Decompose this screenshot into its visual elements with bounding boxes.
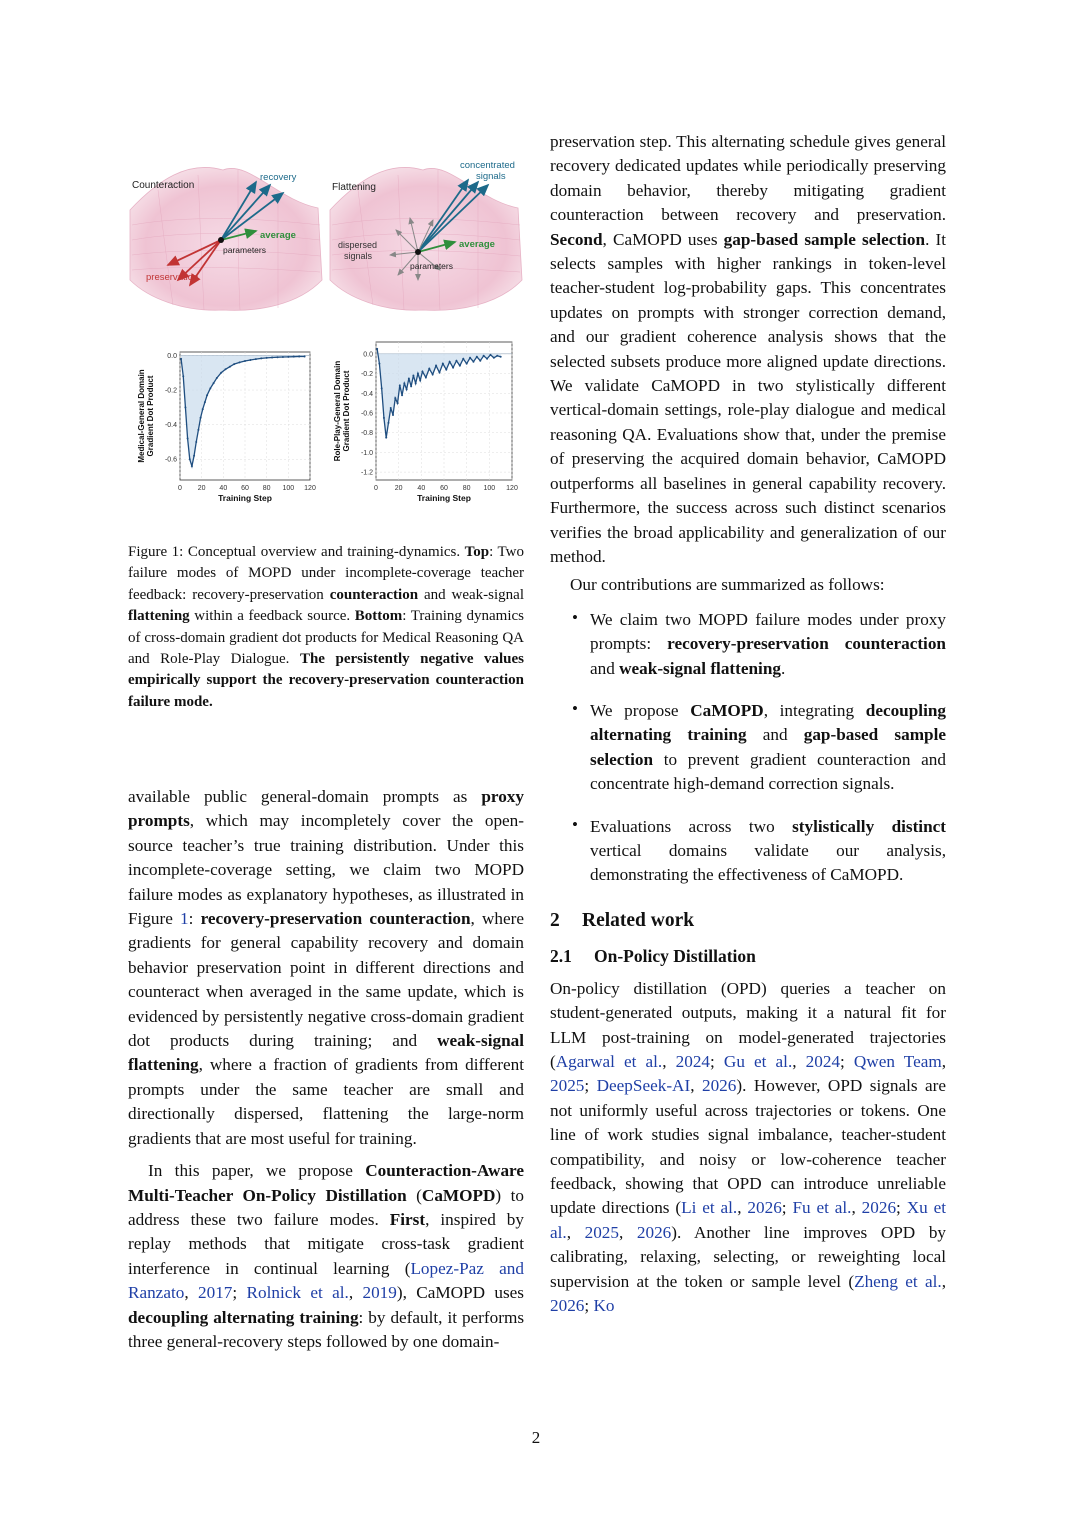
- data-point: [399, 384, 401, 386]
- data-point: [496, 355, 498, 357]
- x-tick-label: 0: [374, 485, 378, 492]
- data-point: [378, 363, 380, 365]
- y-tick-label: -0.8: [360, 430, 373, 438]
- data-point: [432, 374, 434, 376]
- right-column-text: [550, 130, 946, 1318]
- data-point: [472, 361, 474, 363]
- average-label: average: [260, 230, 296, 241]
- section-heading: 2 Related work: [550, 909, 695, 931]
- data-point: [415, 382, 417, 384]
- caption-label: Figure 1: Conceptual overview and training-dynamics.: [128, 544, 461, 560]
- preservation-label: preservation: [146, 272, 199, 283]
- list-item: • We propose CaMOPD, integrating decoupling alternating training and gap-based sample selection to prevent gradient counteraction and concentrate high-demand correction signals.: [550, 699, 946, 797]
- data-point: [202, 408, 204, 410]
- figure-ref-link[interactable]: 1: [180, 909, 189, 929]
- data-point: [229, 366, 231, 368]
- data-point: [417, 373, 419, 375]
- data-point: [381, 387, 383, 389]
- citation-link[interactable]: 2024: [805, 1052, 841, 1071]
- citation-link[interactable]: Zheng et al.: [854, 1271, 942, 1291]
- data-point: [403, 382, 405, 384]
- citation-link[interactable]: 2017: [198, 1283, 233, 1303]
- x-axis-label: Training Step: [218, 493, 272, 503]
- y-tick-label: -0.6: [360, 410, 373, 418]
- data-point: [419, 379, 421, 381]
- x-tick-label: 80: [262, 485, 271, 492]
- y-tick-label: -0.4: [164, 422, 177, 430]
- flattening-panel: [330, 160, 522, 310]
- caption-bold: counteraction: [329, 586, 419, 603]
- paragraph: On-policy distillation (OPD) queries a teacher on student-generated outputs, making it a natural fit for LLM post-training on model-generated trajectories (Agarwal et al., 2024; Gu et al., 2024; Qwen Team, 2025; DeepSeek-AI, 2026). However, OPD signals are not uniformly useful across trajectories or tokens. One line of work studies signal imbalance, teacher-student compatibility, and noisy or low-coherence teacher feedback, showing that OPD can introduce unreliable update directions (Li et al., 2026; Fu et al., 2026; Xu et al., 2025, 2026). Another line improves OPD by calibrating, relaxing, selecting, or reweighting local supervision at the token or sample level (Zheng et al., 2026; Ko: [550, 978, 947, 1316]
- data-point: [197, 429, 199, 431]
- data-point: [428, 368, 430, 370]
- citation-link[interactable]: 2026: [747, 1198, 782, 1218]
- data-point: [466, 363, 468, 365]
- data-point: [489, 354, 491, 356]
- x-tick-label: 100: [483, 485, 496, 492]
- concentrated-label: signals: [476, 171, 506, 182]
- x-tick-label: 0: [178, 485, 182, 492]
- x-tick-label: 120: [506, 485, 518, 492]
- figure-1: [128, 130, 524, 530]
- data-point: [239, 361, 241, 363]
- data-point: [277, 356, 279, 358]
- citation-link[interactable]: Fu et al.: [792, 1198, 852, 1218]
- citation-link[interactable]: 2019: [362, 1283, 397, 1303]
- x-tick-label: 60: [440, 485, 448, 492]
- data-point: [486, 358, 488, 360]
- data-point: [392, 414, 394, 416]
- data-point: [180, 358, 182, 360]
- data-point: [410, 385, 412, 387]
- data-point: [462, 358, 464, 360]
- data-point: [193, 455, 195, 457]
- paragraph: available public general-domain prompts as proxy prompts, which may incompletely cover the open-source teacher’s true training distribution. Under this incomplete-coverage setting, we claim two MOPD failure modes as explanatory hypotheses, as illustrated in Figure 1: recovery-preservation counteraction, where gradients for general capability recovery and domain behavior preservation point in different directions and counteract when averaged in the same update, which is evidenced by persistently negative cross-domain gradient dot products during training; and weak-signal flattening, where a fraction of gradients from different prompts under the same teacher are small and directionally dispersed, flattening the large-norm gradients that are most useful for training.: [128, 787, 524, 1148]
- data-point: [293, 356, 295, 358]
- data-point: [233, 363, 235, 365]
- x-tick-label: 100: [282, 485, 295, 492]
- data-point: [200, 417, 202, 419]
- data-point: [209, 387, 211, 389]
- x-tick-label: 80: [462, 485, 471, 492]
- citation-link[interactable]: 2025: [584, 1222, 619, 1242]
- data-point: [266, 357, 268, 359]
- data-point: [459, 365, 461, 367]
- citation-link[interactable]: 2026: [550, 1296, 585, 1316]
- data-point: [255, 358, 257, 360]
- data-point: [260, 357, 262, 359]
- data-point: [406, 388, 408, 390]
- data-point: [249, 359, 251, 361]
- x-tick-label: 120: [304, 485, 316, 492]
- data-point: [397, 402, 399, 404]
- y-axis-label: Gradient Dot Product: [342, 370, 351, 452]
- data-point: [412, 375, 414, 377]
- data-point: [213, 382, 215, 384]
- parameters-label: parameters: [223, 245, 266, 255]
- recovery-label: recovery: [260, 172, 297, 183]
- x-tick-label: 40: [219, 485, 228, 492]
- data-point: [445, 369, 447, 371]
- data-point: [191, 465, 193, 467]
- citation-link[interactable]: Rolnick et al.: [246, 1283, 349, 1303]
- data-point: [425, 376, 427, 378]
- figure-caption: [128, 542, 524, 713]
- caption-bold: flattening: [128, 608, 190, 625]
- data-point: [187, 437, 189, 439]
- data-point: [479, 360, 481, 362]
- flattening-title: Flattening: [332, 182, 376, 193]
- y-axis-label: Gradient Dot Product: [146, 375, 155, 457]
- y-axis-label: Role-Play-General Domain: [333, 360, 342, 462]
- data-point: [271, 357, 273, 359]
- left-column-text: [128, 785, 524, 1354]
- data-point: [452, 367, 454, 369]
- y-tick-label: -0.2: [164, 387, 177, 395]
- caption-text: : Training dynamics of cross-domain gradient dot products for Medical Reasoning QA and Role-Play Dialogue.: [128, 608, 524, 668]
- caption-text: : Two failure modes of MOPD under incomplete-coverage teacher feedback: recovery-preservation: [128, 544, 525, 603]
- paragraph: In this paper, we propose Counteraction-Aware Multi-Teacher On-Policy Distillation (CaMOPD) to address these two failure modes. First, inspired by replay methods that mitigate cross-task gradient interference in continual learning (Lopez-Paz and Ranzato, 2017; Rolnick et al., 2019), CaMOPD uses decoupling alternating training: by default, it performs three general-recovery steps followed by one domain-: [128, 1161, 525, 1351]
- data-point: [189, 458, 191, 460]
- data-point: [298, 355, 300, 357]
- citation-link[interactable]: Ko: [593, 1296, 615, 1316]
- page-number: 2: [531, 1428, 541, 1447]
- data-point: [421, 371, 423, 373]
- citation-link[interactable]: 2025: [550, 1076, 585, 1096]
- counteraction-panel: [130, 167, 322, 310]
- x-axis-label: Training Step: [417, 493, 471, 503]
- data-point: [220, 372, 222, 374]
- data-point: [449, 361, 451, 363]
- data-point: [455, 360, 457, 362]
- y-tick-label: -1.2: [360, 469, 373, 477]
- data-point: [206, 394, 208, 396]
- y-tick-label: 0.0: [363, 351, 373, 359]
- citation-link[interactable]: 2026: [636, 1222, 672, 1242]
- average-label: average: [459, 239, 495, 250]
- data-point: [387, 422, 389, 424]
- parameters-point: [218, 237, 224, 243]
- data-point: [225, 368, 227, 370]
- caption-bold: The persistently negative values empirically support the recovery-preservation counteraction failure mode.: [128, 651, 524, 710]
- medical-gradient-chart: [137, 352, 316, 503]
- list-item: • We claim two MOPD failure modes under proxy prompts: recovery-preservation counteraction and weak-signal flattening.: [550, 608, 946, 681]
- parameters-point: [415, 249, 421, 255]
- citation-link[interactable]: Xu et al.: [550, 1198, 946, 1242]
- x-tick-label: 20: [394, 485, 403, 492]
- citation-link[interactable]: Qwen Team: [853, 1052, 942, 1071]
- caption-top-label: Top: [464, 544, 490, 560]
- x-tick-label: 40: [417, 485, 426, 492]
- citation-link[interactable]: DeepSeek-AI: [596, 1076, 691, 1096]
- data-point: [476, 356, 478, 358]
- concentrated-label: concentrated: [460, 160, 515, 171]
- citation-link[interactable]: 2024: [675, 1052, 711, 1071]
- data-point: [383, 417, 385, 419]
- data-point: [435, 365, 437, 367]
- roleplay-gradient-chart: [333, 342, 518, 503]
- data-point: [469, 357, 471, 359]
- data-point: [408, 377, 410, 379]
- data-point: [287, 356, 289, 358]
- paragraph: Our contributions are summarized as follows:: [570, 575, 885, 595]
- list-item: • Evaluations across two stylistically distinct vertical domains validate our analysis, demonstrating the effectiveness of CaMOPD.: [550, 815, 946, 888]
- data-point: [500, 356, 502, 358]
- y-tick-label: 0.0: [167, 352, 177, 360]
- data-point: [184, 406, 186, 408]
- caption-text: and weak-signal: [418, 586, 524, 603]
- citation-link[interactable]: Li et al.: [681, 1198, 738, 1218]
- data-point: [394, 397, 396, 399]
- caption-bottom-label: Bottom: [354, 608, 403, 625]
- data-point: [304, 355, 306, 357]
- citation-link[interactable]: Agarwal et al.: [555, 1052, 663, 1071]
- data-point: [438, 372, 440, 374]
- y-tick-label: -0.4: [360, 390, 373, 398]
- data-point: [376, 348, 378, 350]
- x-tick-label: 20: [197, 485, 206, 492]
- y-tick-label: -0.6: [164, 456, 177, 464]
- citation-link[interactable]: Lopez-Paz and Ranzato: [128, 1258, 524, 1303]
- citation-link[interactable]: Gu et al.: [723, 1052, 793, 1071]
- data-point: [182, 375, 184, 377]
- data-point: [390, 407, 392, 409]
- x-tick-label: 60: [241, 485, 249, 492]
- y-axis-label: Medical-General Domain: [137, 369, 146, 463]
- data-point: [493, 357, 495, 359]
- data-point: [483, 355, 485, 357]
- counteraction-title: Counteraction: [132, 180, 195, 191]
- caption-text: within a feedback source.: [189, 608, 355, 625]
- y-tick-label: -0.2: [360, 371, 373, 379]
- data-point: [195, 441, 197, 443]
- subsection-heading: 2.1 On-Policy Distillation: [550, 945, 756, 966]
- y-tick-label: -1.0: [360, 449, 373, 457]
- data-point: [204, 401, 206, 403]
- parameters-label: parameters: [410, 261, 453, 271]
- data-point: [282, 356, 284, 358]
- data-point: [385, 437, 387, 439]
- figure-1-svg: [128, 130, 524, 530]
- paragraph: preservation step. This alternating schedule gives general recovery dedicated updates while periodically preserving domain behavior, thereby mitigating gradient counteraction between recovery and preservation. Second, CaMOPD uses gap-based sample selection. It selects samples with higher rankings in token-level teacher-student log-probability gaps. This concentrates updates on prompts with stronger correction demand, and our gradient coherence analysis shows that the selected subsets produce more aligned update directions. We validate CaMOPD in two stylistically different vertical-domain settings, role-play dialogue and medical reasoning QA. Evaluations show that, under the premise of preserving the acquired domain behavior, CaMOPD outperforms all baselines in general capability recovery. Furthermore, the success across such distinct scenarios verifies the broad applicability and generalization of our method.: [550, 132, 947, 566]
- dispersed-label: signals: [344, 251, 373, 261]
- data-point: [401, 394, 403, 396]
- citation-link[interactable]: 2026: [701, 1076, 737, 1096]
- contributions-list: [550, 608, 946, 888]
- data-point: [442, 363, 444, 365]
- data-point: [244, 360, 246, 362]
- citation-link[interactable]: 2026: [861, 1198, 897, 1218]
- data-point: [216, 377, 218, 379]
- dispersed-label: dispersed: [338, 240, 378, 250]
